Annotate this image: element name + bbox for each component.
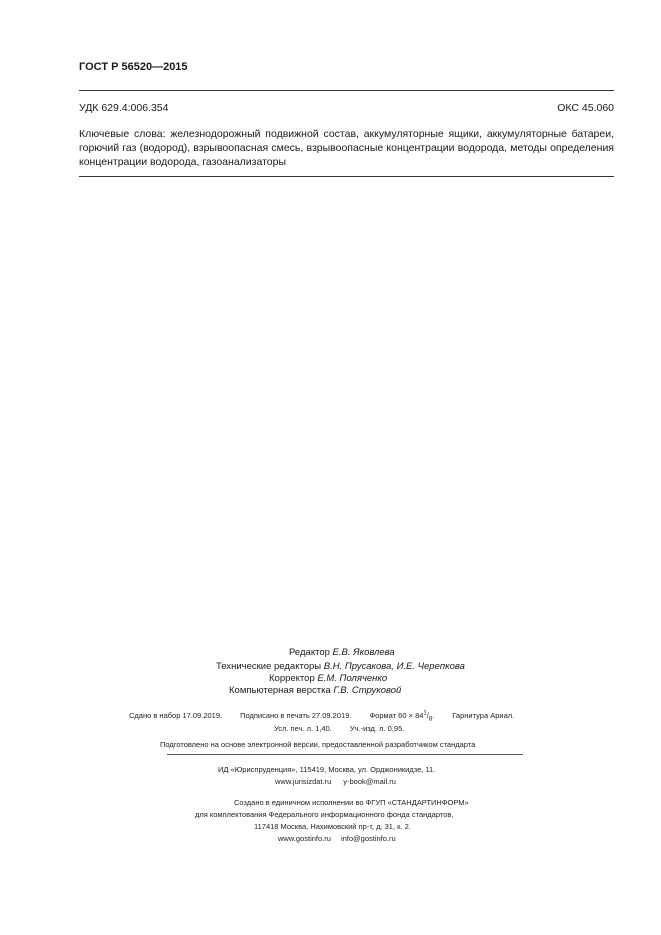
editor-label: Редактор — [289, 647, 330, 658]
tech-editors-label: Технические редакторы — [216, 661, 322, 672]
oks-code: ОКС 45.060 — [557, 102, 614, 114]
submitted-date: Сдано в набор 17.09.2019. — [129, 710, 223, 720]
format-sub: 8 — [428, 716, 433, 722]
document-code: ГОСТ Р 56520—2015 — [79, 61, 188, 73]
print-sheets: Усл. печ. л. 1,40. — [274, 724, 332, 733]
print-info-line-2 — [274, 724, 422, 733]
editor-credit — [289, 647, 395, 658]
udk-code: УДК 629.4:006.354 — [79, 102, 169, 114]
paper-format: Формат $60 \times 84^1/_8$. — [369, 710, 435, 722]
tech-editors-credit — [216, 661, 465, 672]
typeface: Гарнитура Ариал. — [452, 710, 515, 720]
corrector-credit — [269, 673, 387, 684]
header-divider — [79, 90, 614, 91]
publisher-contacts — [275, 777, 408, 786]
layout-name: Г.В. Струковой — [333, 685, 402, 696]
printed-line-1: Создано в единичном исполнении во ФГУП «СТАНДАРТИНФОРМ» — [234, 798, 469, 807]
printed-line-3: 117418 Москва, Нахимовский пр-т, д. 31, к. 2. — [254, 822, 411, 831]
publisher-address: ИД «Юриспруденция», 115419, Москва, ул. Орджоникидзе, 11. — [218, 765, 436, 774]
keywords-paragraph: Ключевые слова: железнодорожный подвижной состав, аккумуляторные ящики, аккумуляторные батареи, горючий газ (водород), взрывоопасная смесь, взрывоопасные концентрации водорода, методы определения концентрации водорода, газоанализаторы — [79, 128, 614, 168]
footer-divider — [167, 754, 523, 755]
printed-line-2: для комплектования Федерального информационного фонда стандартов, — [195, 810, 454, 819]
format-prefix: Формат 60 × 84 — [369, 710, 424, 720]
pub-sheets: Уч.-изд. л. 0,95. — [349, 724, 405, 733]
layout-credit — [229, 685, 401, 696]
publisher-site-link[interactable]: www.jurisizdat.ru — [275, 777, 332, 786]
prepared-note: Подготовлено на основе электронной версии, предоставленной разработчиком стандарта — [160, 740, 476, 749]
layout-label: Компьютерная верстка — [229, 685, 331, 696]
gostinfo-site-link[interactable]: www.gostinfo.ru — [278, 834, 331, 843]
signed-date: Подписано в печать 27.09.2019. — [240, 710, 352, 720]
printed-contacts — [278, 834, 406, 843]
corrector-name: Е.М. Поляченко — [317, 673, 388, 684]
keywords-divider — [79, 176, 614, 177]
editor-name: Е.В. Яковлева — [332, 647, 395, 658]
gostinfo-email-link[interactable]: info@gostinfo.ru — [340, 834, 396, 843]
publisher-email-link[interactable]: y-book@mail.ru — [343, 777, 396, 786]
format-sup: 1 — [423, 710, 427, 716]
tech-editors-names: В.Н. Прусакова, И.Е. Черепкова — [323, 661, 465, 672]
corrector-label: Корректор — [269, 673, 315, 684]
print-info-line-1 — [129, 710, 569, 722]
